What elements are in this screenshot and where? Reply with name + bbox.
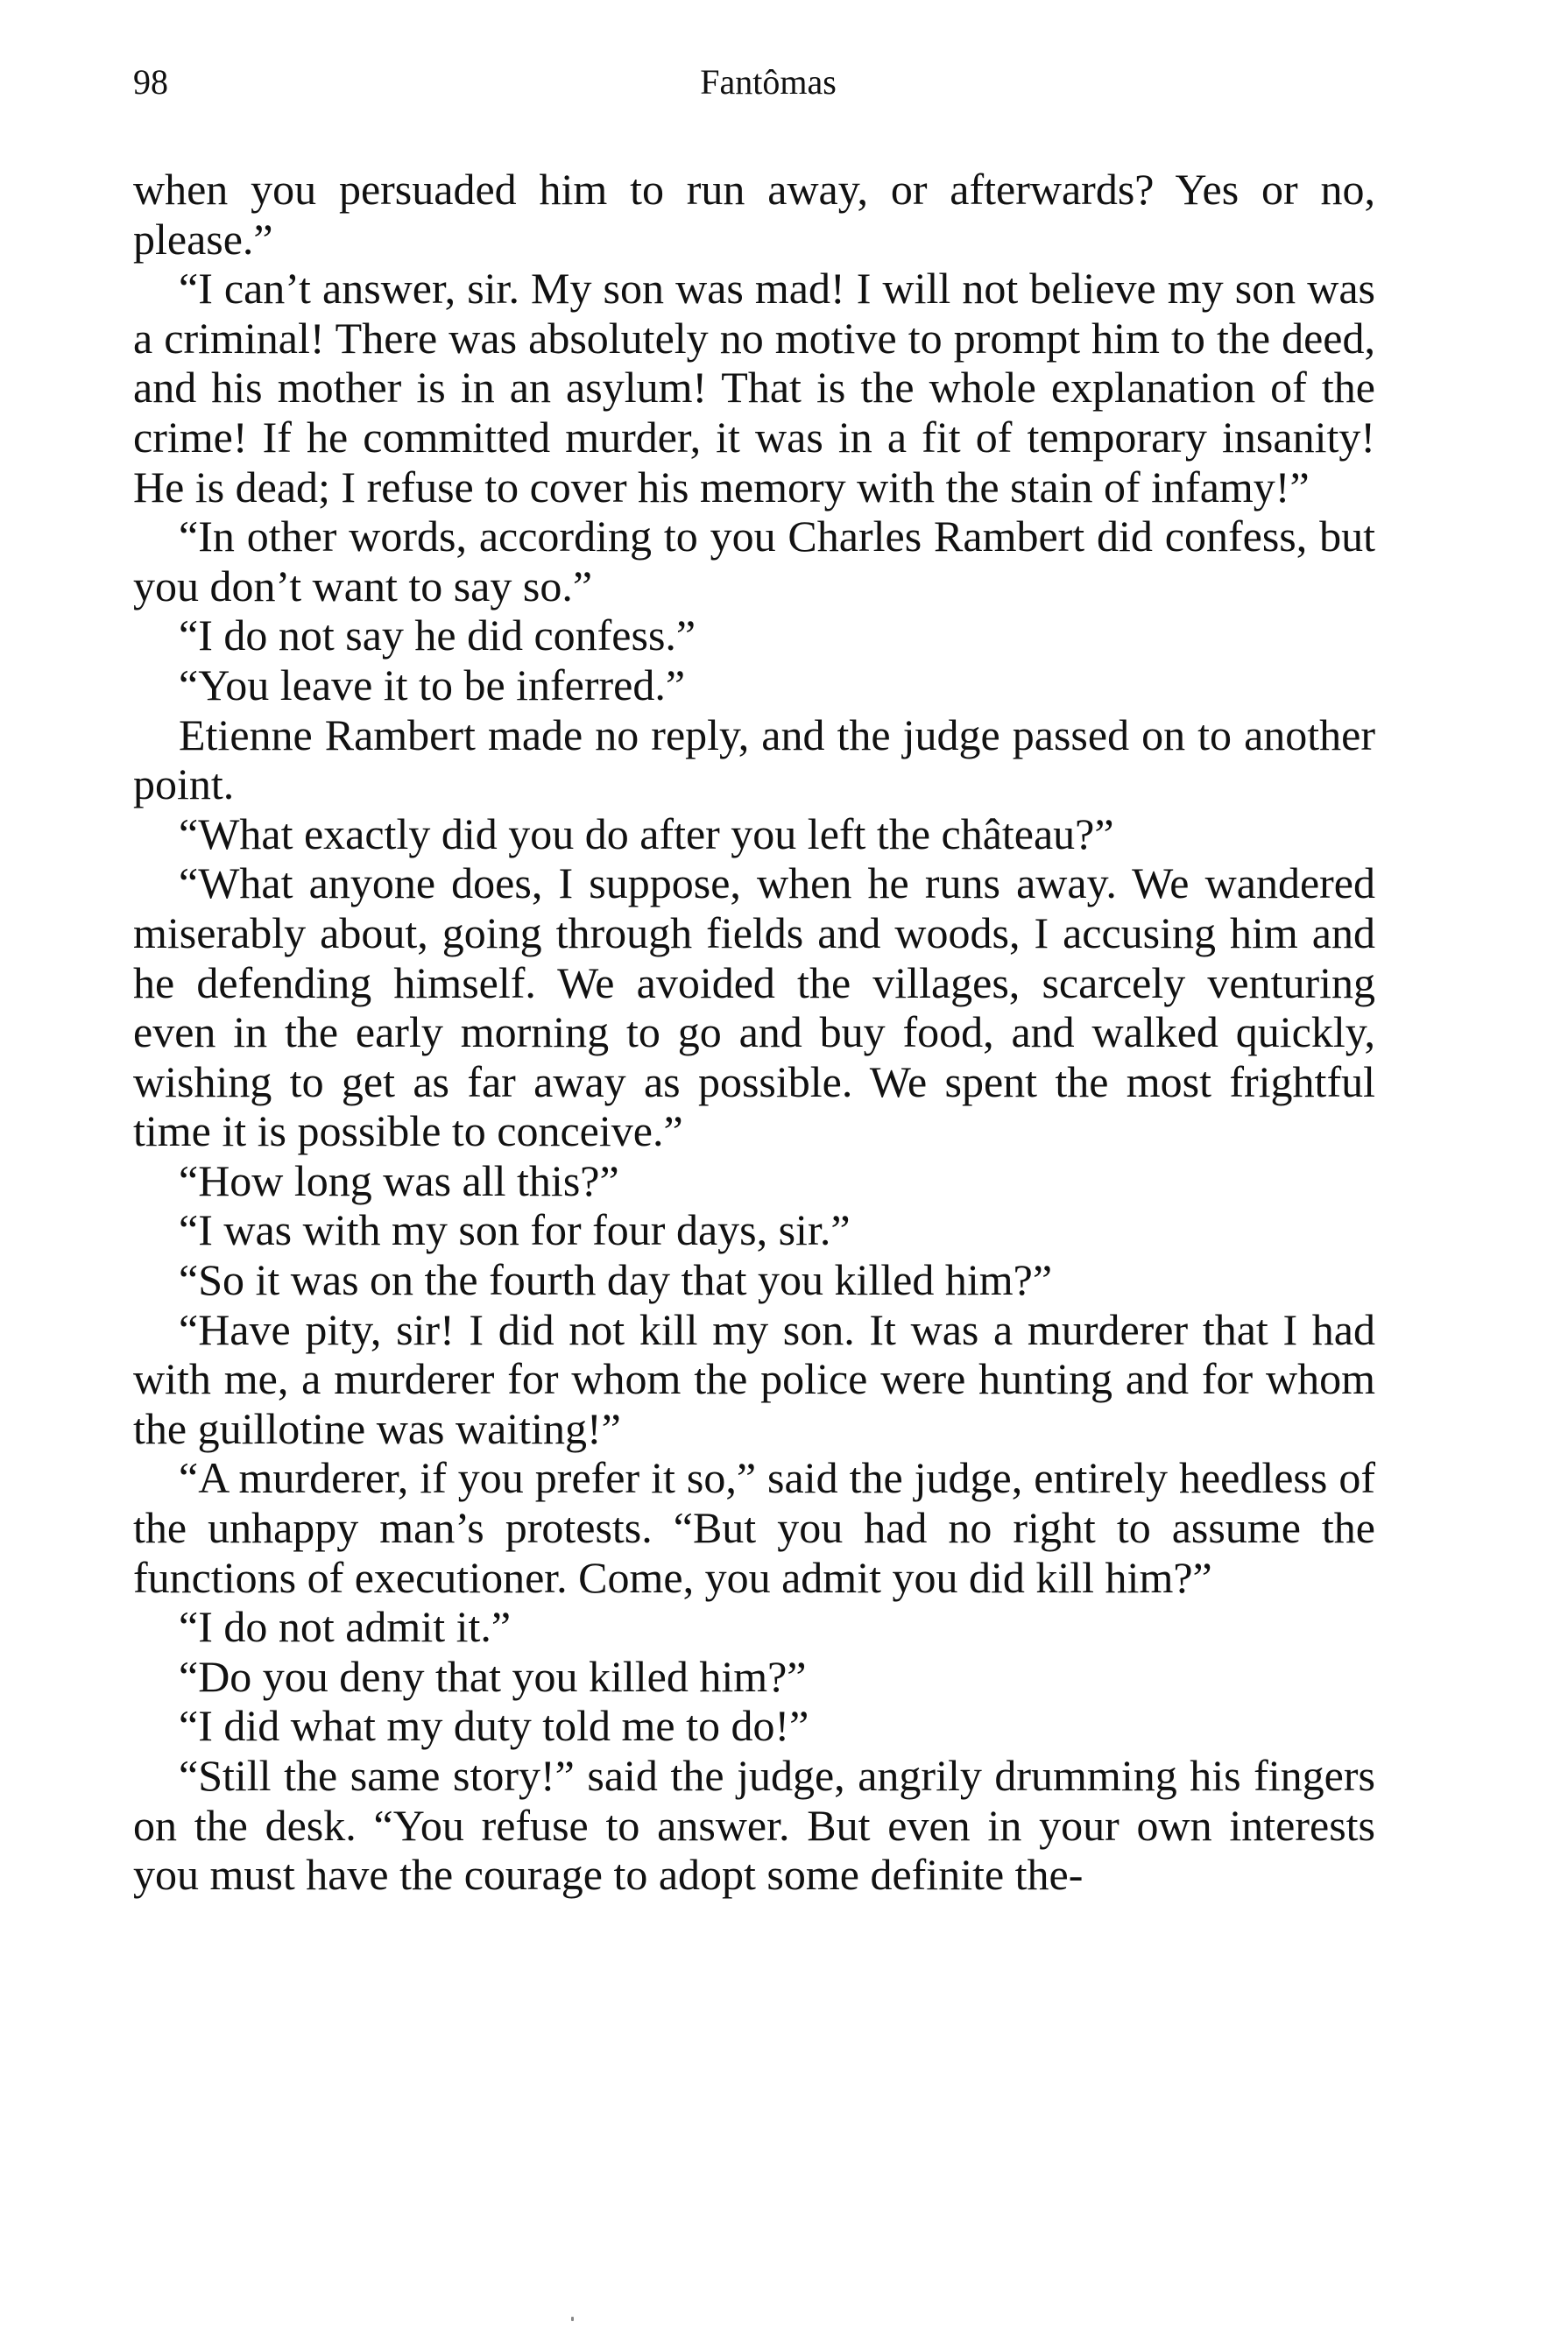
paragraph: “Do you deny that you killed him?” (179, 1651, 807, 1701)
page-number: 98 (133, 62, 168, 102)
paragraph: “I do not say he did confess.” (179, 610, 696, 660)
paragraph: “I can’t answer, sir. My son was mad! I will not believe my son was a criminal! There was absolutely no motive to prompt him to the deed, and his mother is in an asylum! That is the whole explanation of the crime! If he committed murder, it was in a fit of temporary insanity! He is dead; I refuse to cover his memory with the stain of infamy!” (133, 264, 1375, 512)
paragraph: “A murderer, if you prefer it so,” said the judge, entirely heedless of the unhappy man’s protests. “But you had no right to assume the functions of executioner. Come, you admit you did kill him?” (133, 1453, 1375, 1602)
running-header (133, 61, 1377, 114)
paragraph: “I do not admit it.” (179, 1602, 512, 1652)
paragraph: Etienne Rambert made no reply, and the judge passed on to another point. (133, 709, 1375, 809)
body-text (133, 165, 1375, 1900)
paragraph: “Have pity, sir! I did not kill my son. It was a murderer that I had with me, a murderer for whom the police were hunting and for whom the guillotine was waiting!” (133, 1304, 1375, 1453)
running-title: Fantômas (700, 62, 837, 102)
paragraph: “In other words, according to you Charles Rambert did confess, but you don’t want to say so.” (133, 512, 1375, 610)
paragraph: when you persuaded him to run away, or afterwards? Yes or no, please.” (133, 165, 1375, 264)
paragraph: “What anyone does, I suppose, when he runs away. We wandered miserably about, going through fields and woods, I accusing him and he defending himself. We avoided the villages, scarcely venturing even in the early morning to go and buy food, and walked quickly, wishing to get as far away as possible. We spent the most frightful time it is possible to conceive.” (133, 858, 1375, 1156)
paragraph: “What exactly did you do after you left the château?” (179, 808, 1114, 858)
paragraph: “So it was on the fourth day that you killed him?” (179, 1255, 1053, 1305)
scan-speck (571, 2317, 574, 2321)
paragraph: “Still the same story!” said the judge, angrily drumming his fingers on the desk. “You refuse to answer. But even in your own interests you must have the courage to adopt some definite the- (133, 1751, 1375, 1900)
paragraph: “I did what my duty told me to do!” (179, 1701, 809, 1751)
paragraph: “You leave it to be inferred.” (179, 660, 686, 709)
paragraph: “I was with my son for four days, sir.” (179, 1205, 851, 1255)
paragraph: “How long was all this?” (179, 1155, 619, 1205)
